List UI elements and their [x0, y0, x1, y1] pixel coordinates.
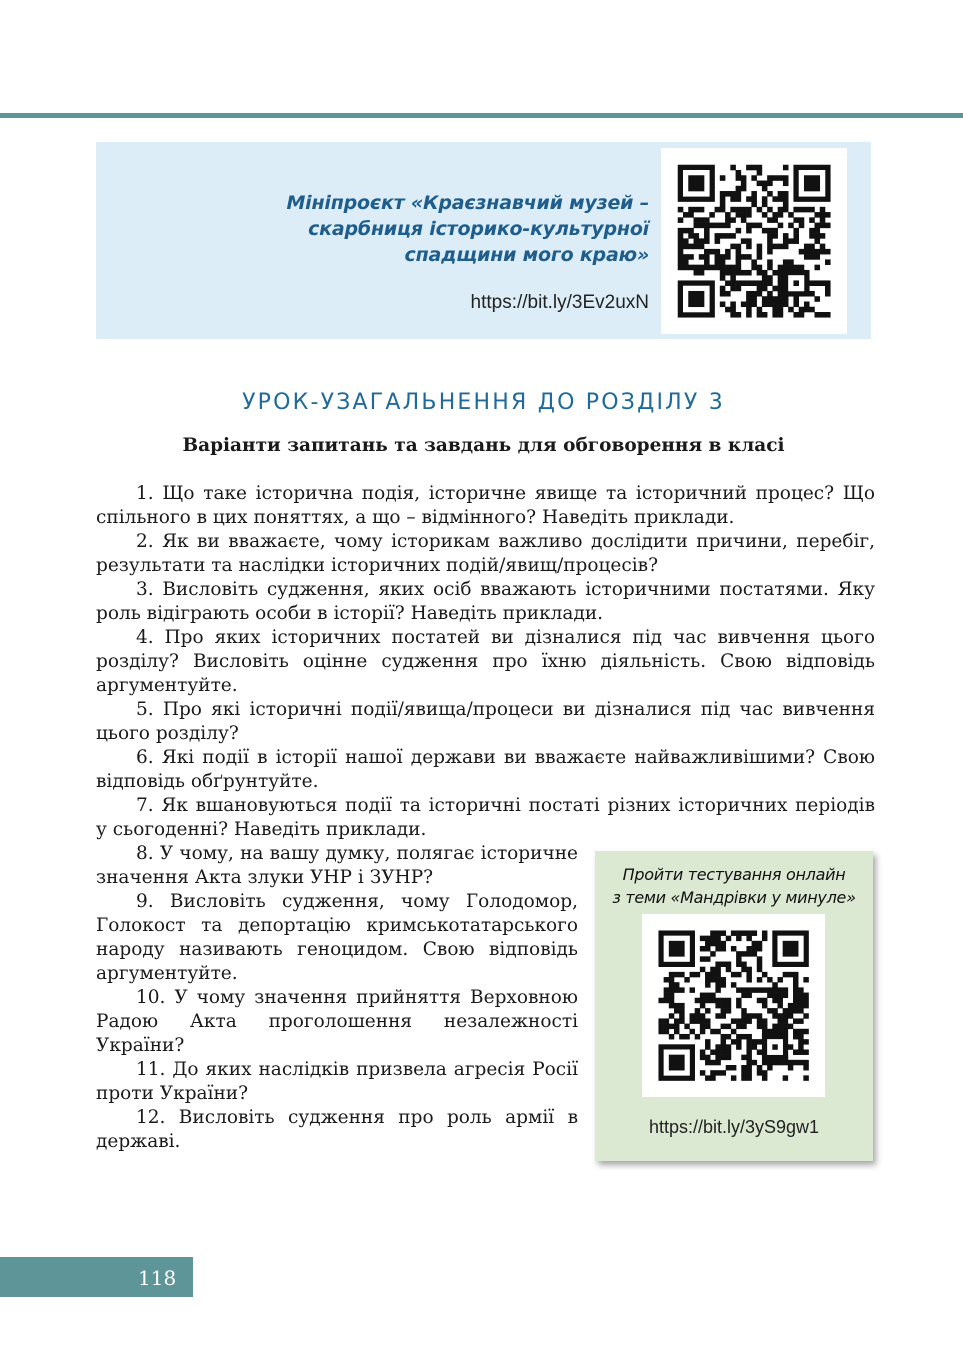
miniproject-qr-code-icon[interactable]	[661, 148, 847, 334]
online-test-title: Пройти тестування онлайн з теми «Мандрівки у минуле»	[612, 865, 856, 907]
question-item: 6. Які події в історії нашої держави ви вважаєте найважливішими? Свою відповідь обґрунтуйте.	[96, 747, 875, 792]
online-test-box	[595, 851, 873, 1161]
question-item: 1. Що таке історична подія, історичне явище та історичний процес? Що спільного в цих поняттях, а що – відмінного? Наведіть приклади.	[96, 483, 875, 528]
question-item: 7. Як вшановуються події та історичні постаті різних історичних періодів у сьогоденні? Наведіть приклади.	[96, 795, 875, 840]
question-item: 8. У чому, на вашу думку, полягає історичне значення Акта злуки УНР і ЗУНР?	[96, 843, 578, 888]
question-item: 5. Про які історичні події/явища/процеси ви дізналися під час вивчення цього розділу?	[96, 699, 875, 744]
online-test-link[interactable]: https://bit.ly/3yS9gw1	[648, 1117, 820, 1137]
question-item: 9. Висловіть судження, чому Голодомор, Голокост та депортацію кримськотатарського народу називають геноцидом. Свою відповідь аргументуйте.	[96, 891, 578, 984]
online-test-qr-code-icon[interactable]	[642, 914, 825, 1097]
miniproject-box	[96, 142, 871, 339]
lesson-title: УРОК-УЗАГАЛЬНЕННЯ ДО РОЗДІЛУ 3	[242, 390, 725, 415]
miniproject-link[interactable]: https://bit.ly/3Ev2uxN	[470, 292, 649, 313]
question-item: 3. Висловіть судження, яких осіб вважають історичними постатями. Яку роль відіграють особи в історії? Наведіть приклади.	[96, 579, 875, 624]
question-item: 2. Як ви вважаєте, чому історикам важливо дослідити причини, перебіг, результати та наслідки історичних подій/явищ/процесів?	[96, 531, 875, 576]
question-item: 11. До яких наслідків призвела агресія Росії проти України?	[96, 1059, 578, 1104]
lesson-subtitle: Варіанти запитань та завдань для обговорення в класі	[182, 435, 785, 456]
question-item: 10. У чому значення прийняття Верховною Радою Акта проголошення незалежності України?	[96, 987, 578, 1056]
miniproject-title: Мініпроєкт «Краєзнавчий музей – скарбниця історико-культурної спадщини мого краю»	[286, 192, 649, 266]
question-item: 12. Висловіть судження про роль армії в державі.	[96, 1107, 578, 1152]
page-number: 118	[138, 1266, 177, 1290]
question-item: 4. Про яких історичних постатей ви дізналися під час вивчення цього розділу? Висловіть оцінне судження про їхню діяльність. Свою відповідь аргументуйте.	[96, 627, 875, 696]
header-rule	[0, 113, 963, 118]
